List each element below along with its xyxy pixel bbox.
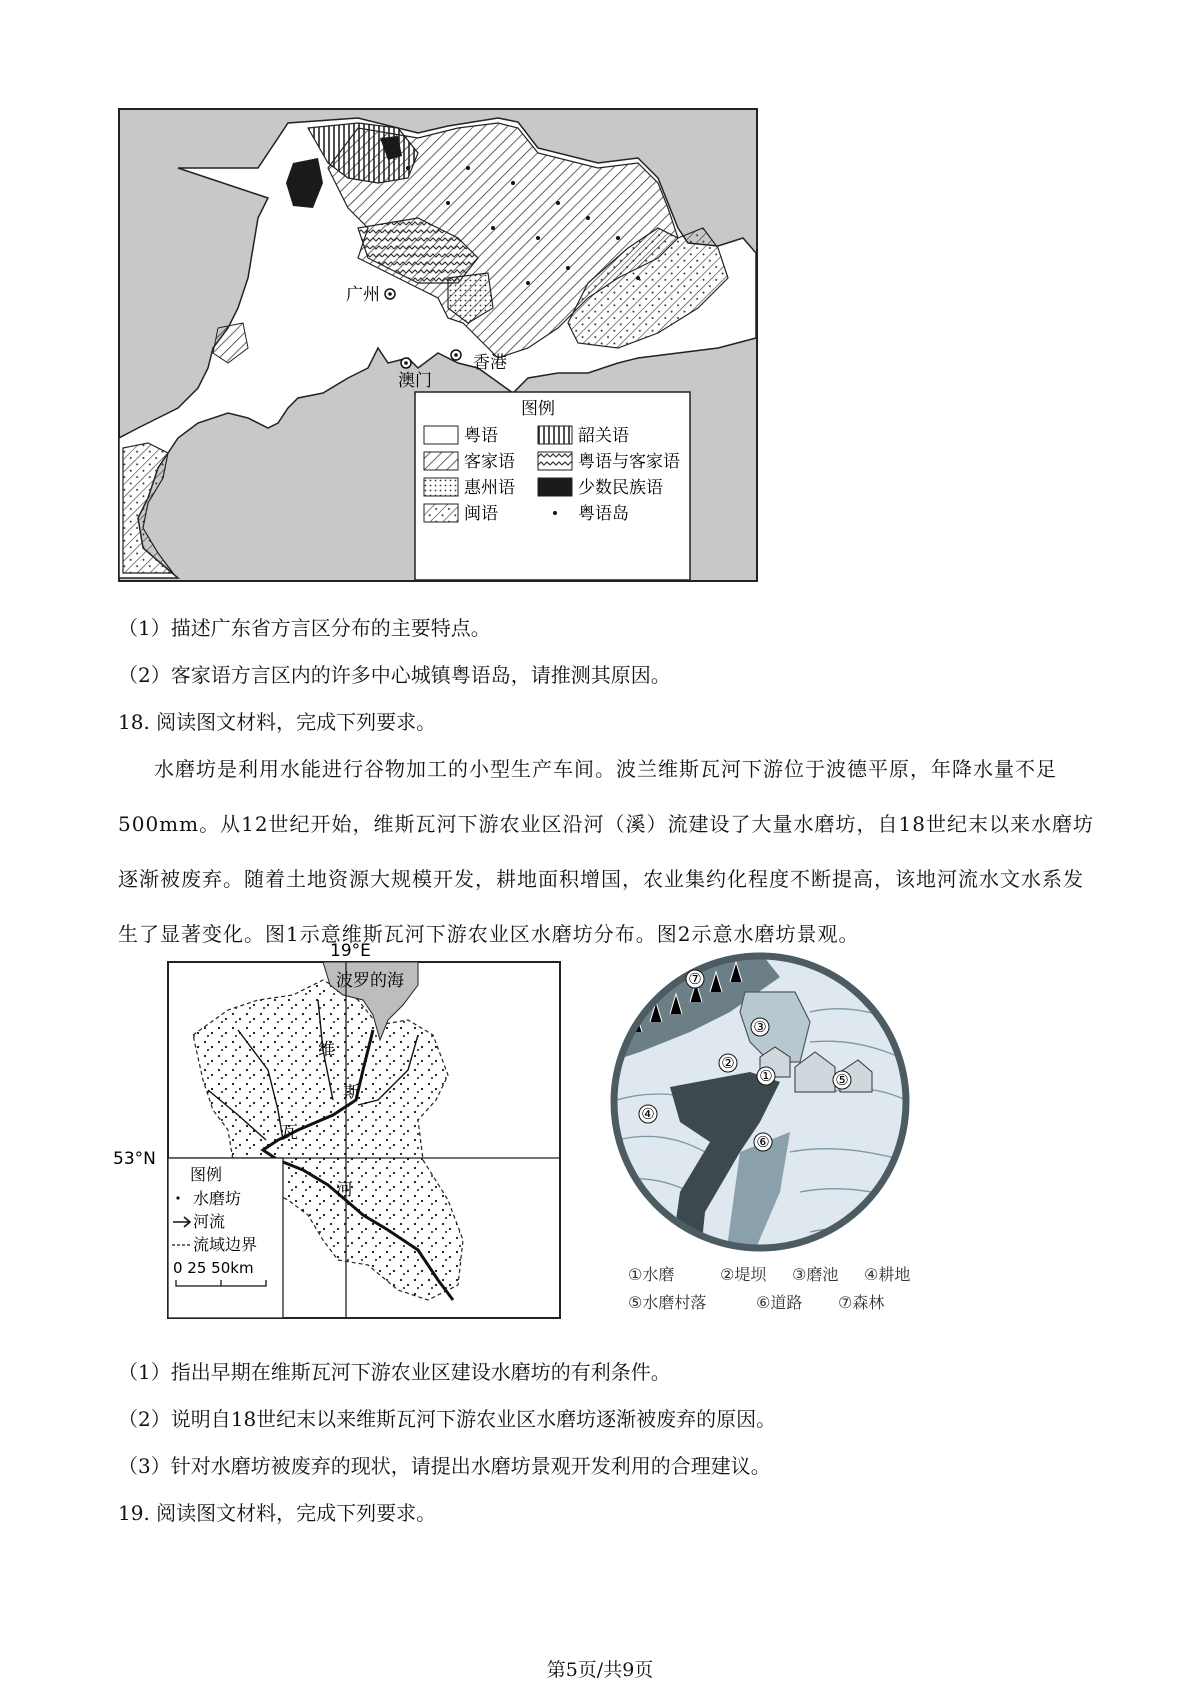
marker-3: ③ [753,1018,767,1036]
scale-label: 0 25 50km [173,1259,254,1277]
lat-label: 53°N [113,1149,156,1169]
marker-5: ⑤ [835,1071,849,1089]
river-char-3: 瓦 [281,1123,298,1143]
legend-min: 闽语 [464,504,498,524]
fig2-label-5: ⑤水磨村落 [628,1293,707,1312]
map2-legend-title: 图例 [190,1165,223,1184]
legend-mixed: 粤语与客家语 [578,452,680,472]
macau-label: 澳门 [398,371,432,391]
map2-legend [168,1158,283,1318]
guangzhou-label: 广州 [346,285,380,305]
q18-paragraph-text: 水磨坊是利用水能进行谷物加工的小型生产车间。波兰维斯瓦河下游位于波德平原，年降水量不足500mm。从12世纪开始，维斯瓦河下游农业区沿河（溪）流建设了大量水磨坊，自18世纪末以来水磨坊逐渐被废弃。随着土地资源大规模开发，耕地面积增国，农业集约化程度不断提高，该地河流水文水系发生了显著变化。图1示意维斯瓦河下游农业区水磨坊分布。图2示意水磨坊景观。 [118,757,1095,946]
fig2-label-7: ⑦森林 [838,1293,885,1312]
page-footer: 第5页/共9页 [546,1659,654,1681]
fig2-label-3: ③磨池 [792,1265,839,1284]
hongkong-label: 香港 [473,353,507,373]
legend-cantonese-island: 粤语岛 [578,504,629,524]
map1-legend-title: 图例 [521,399,555,419]
q19-title: 19. 阅读图文材料，完成下列要求。 [118,1501,437,1525]
q17-sub2: （2）客家语方言区内的许多中心城镇粤语岛，请推测其原因。 [118,663,671,687]
legend-shaoguan: 韶关语 [578,426,629,446]
marker-4: ④ [641,1105,655,1123]
river-char-1: 维 [318,1040,335,1060]
map1-legend [415,392,690,580]
marker-1: ① [759,1067,773,1085]
legend-huizhou: 惠州语 [464,478,515,498]
fig2-label-4: ④耕地 [864,1265,911,1284]
legend-boundary: 流域边界 [193,1235,258,1254]
q18-title: 18. 阅读图文材料，完成下列要求。 [118,710,437,734]
fig2-label-2: ②堤坝 [720,1265,767,1284]
river-char-4: 河 [336,1180,353,1200]
q18-sub3: （3）针对水磨坊被废弃的现状，请提出水磨坊景观开发利用的合理建议。 [118,1454,771,1478]
fig2-label-6: ⑥道路 [756,1293,803,1312]
q18-paragraph [118,742,1098,962]
lon-label: 19°E [330,941,371,961]
legend-cantonese: 粤语 [464,426,498,446]
marker-6: ⑥ [756,1133,770,1151]
q17-sub1: （1）描述广东省方言区分布的主要特点。 [118,616,491,640]
legend-river: 河流 [193,1212,226,1231]
legend-minority: 少数民族语 [578,478,663,498]
legend-hakka: 客家语 [464,452,515,472]
q18-sub1: （1）指出早期在维斯瓦河下游农业区建设水磨坊的有利条件。 [118,1360,671,1384]
marker-2: ② [721,1054,735,1072]
marker-7: ⑦ [688,970,702,988]
guangdong-dialect-map [118,108,758,582]
legend-mill: 水磨坊 [193,1189,242,1208]
river-char-2: 斯 [343,1083,360,1103]
watermill-landscape-figure [610,952,920,1320]
sea-label: 波罗的海 [336,971,404,991]
fig2-label-1: ①水磨 [628,1265,675,1284]
vistula-mill-map [113,940,568,1325]
q18-sub2: （2）说明自18世纪末以来维斯瓦河下游农业区水磨坊逐渐被废弃的原因。 [118,1407,777,1431]
